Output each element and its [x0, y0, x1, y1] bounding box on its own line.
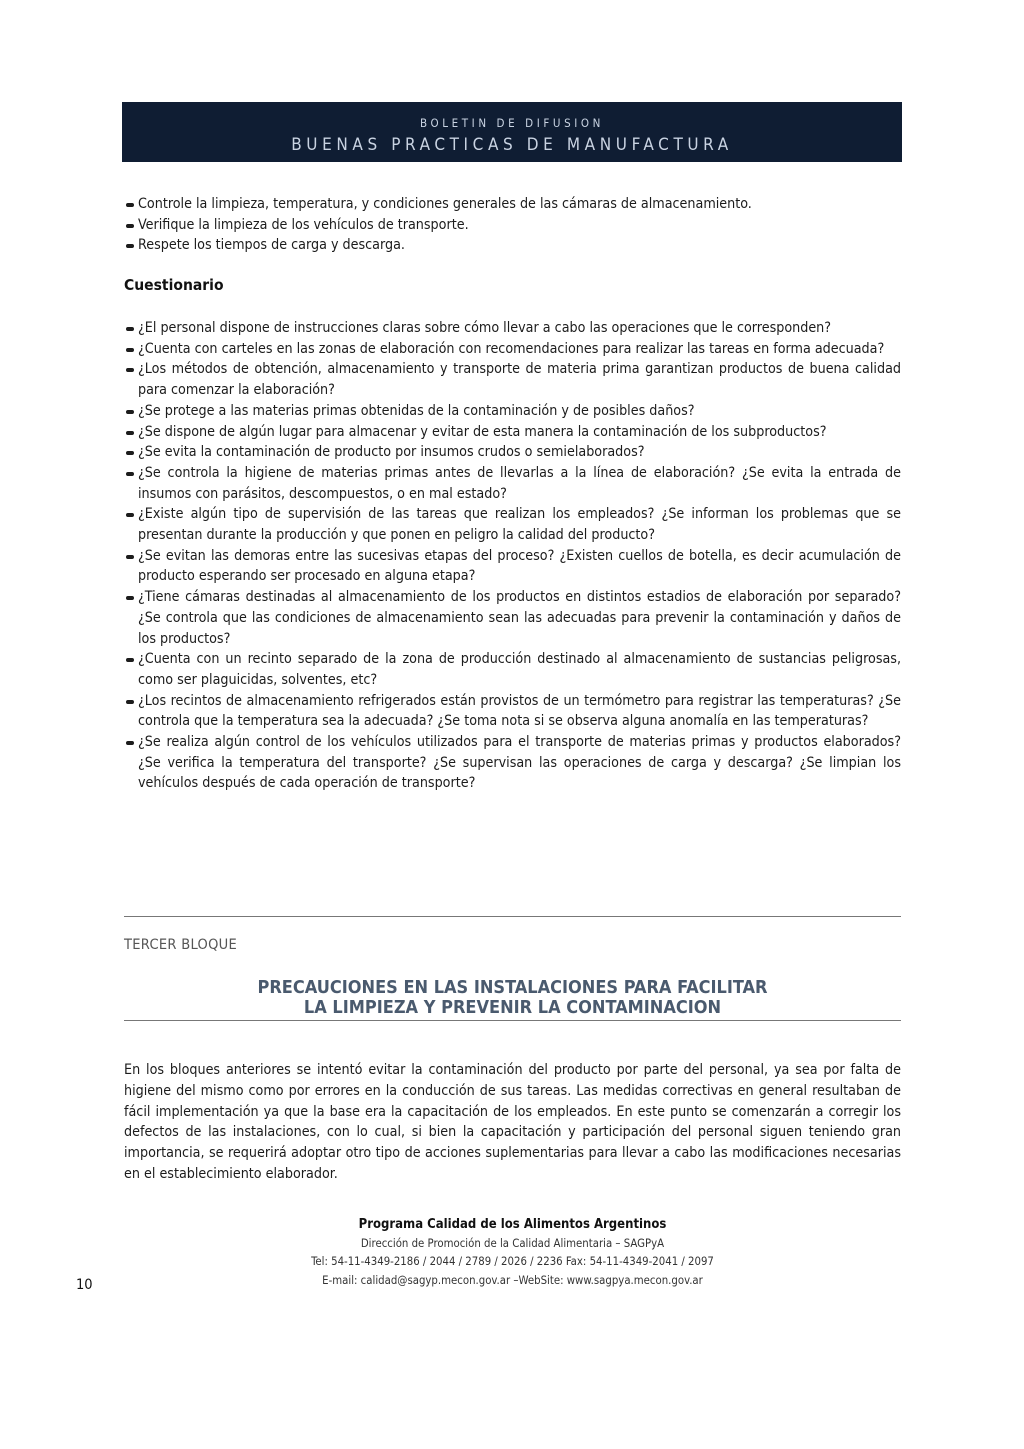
page-number: 10	[76, 1277, 93, 1293]
question-item	[124, 546, 901, 587]
question-item	[124, 442, 901, 463]
footer-contact: E-mail: calidad@sagyp.mecon.gov.ar –WebSite: www.sagpya.mecon.gov.ar	[322, 1273, 703, 1287]
question-item-text: ¿Tiene cámaras destinadas al almacenamiento de los productos en distintos estadios de elaboración por separado? ¿Se controla que las condiciones de almacenamiento sean las adecuadas para prevenir la contaminación y daños de los productos?	[138, 589, 901, 647]
question-item-text: ¿Se realiza algún control de los vehículos utilizados para el transporte de materias primas y productos elaborados? ¿Se verifica la temperatura del transporte? ¿Se supervisan las operaciones de carga y descarga? ¿Se limpian los vehículos después de cada operación de transporte?	[138, 734, 901, 792]
intro-bullet-text: Controle la limpieza, temperatura, y condiciones generales de las cámaras de almacenamiento.	[138, 196, 752, 212]
section-divider-top	[124, 916, 901, 917]
question-item	[124, 318, 901, 339]
bulletin-header	[122, 102, 902, 162]
bullet-icon	[126, 555, 134, 559]
bullet-icon	[126, 658, 134, 662]
section-title-line-2: LA LIMPIEZA Y PREVENIR LA CONTAMINACION	[303, 997, 722, 1018]
question-item-text: ¿Los métodos de obtención, almacenamiento y transporte de materia prima garantizan productos de buena calidad para comenzar la elaboración?	[138, 361, 901, 399]
section-title	[124, 978, 901, 1018]
section-paragraph: En los bloques anteriores se intentó evitar la contaminación del producto por parte del personal, ya sea por falta de higiene del mismo como por errores en la conducción de sus tareas. Las medidas correctivas en general resultaban de fácil implementación ya que la base era la capacitación de los empleados. En este punto se comenzarán a corregir los defectos de las instalaciones, con lo cual, si bien la capacitación y participación del personal siguen teniendo gran importancia, se requerirá adoptar otro tipo de acciones suplementarias para llevar a cabo las modificaciones necesarias en el establecimiento elaborador.	[124, 1062, 901, 1182]
bullet-icon	[126, 368, 134, 372]
question-item	[124, 401, 901, 422]
bullet-icon	[126, 224, 134, 228]
question-item	[124, 463, 901, 504]
section-divider-bottom	[124, 1020, 901, 1021]
question-item	[124, 732, 901, 794]
intro-bullet	[124, 235, 901, 256]
bullet-icon	[126, 472, 134, 476]
intro-bullet	[124, 215, 901, 236]
question-item	[124, 422, 901, 443]
intro-bullet-text: Verifique la limpieza de los vehículos de transporte.	[138, 216, 469, 233]
question-item	[124, 504, 901, 545]
question-item-text: ¿Se dispone de algún lugar para almacenar y evitar de esta manera la contaminación de los subproductos?	[138, 423, 827, 440]
bullet-icon	[126, 741, 134, 745]
question-item-text: ¿Cuenta con carteles en las zonas de elaboración con recomendaciones para realizar las tareas en forma adecuada?	[138, 340, 885, 357]
questionnaire-heading: Cuestionario	[124, 276, 224, 294]
bullet-icon	[126, 203, 134, 207]
intro-bullet-list	[124, 194, 901, 256]
question-item	[124, 649, 901, 690]
section-label: TERCER BLOQUE	[124, 937, 238, 953]
page-footer	[124, 1216, 901, 1290]
question-item-text: ¿Cuenta con un recinto separado de la zona de producción destinado al almacenamiento de sustancias peligrosas, como ser plaguicidas, solventes, etc?	[138, 651, 901, 688]
question-item-text: ¿Se evitan las demoras entre las sucesivas etapas del proceso? ¿Existen cuellos de botella, es decir acumulación de producto esperando ser procesado en alguna etapa?	[138, 547, 901, 585]
bullet-icon	[126, 513, 134, 517]
section-title-line-1: PRECAUCIONES EN LAS INSTALACIONES PARA FACILITAR	[257, 977, 768, 998]
question-item-text: ¿Los recintos de almacenamiento refrigerados están provistos de un termómetro para registrar las temperaturas? ¿Se controla que la temperatura sea la adecuada? ¿Se toma nota si se observa alguna anomalía en las temperaturas?	[138, 692, 901, 730]
question-item-text: ¿Se protege a las materias primas obtenidas de la contaminación y de posibles daños?	[138, 402, 695, 419]
bullet-icon	[126, 596, 134, 600]
question-item-text: ¿Se evita la contaminación de producto por insumos crudos o semielaborados?	[138, 444, 645, 461]
question-item-text: ¿Se controla la higiene de materias primas antes de llevarlas a la línea de elaboración? ¿Se evita la entrada de insumos con parásitos, descompuestos, o en mal estado?	[138, 464, 901, 502]
question-item	[124, 339, 901, 360]
bulletin-title: BUENAS PRACTICAS DE MANUFACTURA	[291, 135, 733, 155]
bulletin-kicker: BOLETIN DE DIFUSION	[420, 116, 604, 130]
intro-bullet	[124, 194, 901, 215]
footer-phones: Tel: 54-11-4349-2186 / 2044 / 2789 / 2026 / 2236 Fax: 54-11-4349-2041 / 2097	[311, 1255, 714, 1268]
footer-direction: Dirección de Promoción de la Calidad Alimentaria – SAGPyA	[360, 1236, 665, 1250]
bullet-icon	[126, 348, 134, 352]
bullet-icon	[126, 431, 134, 435]
intro-bullet-text: Respete los tiempos de carga y descarga.	[138, 237, 405, 254]
bullet-icon	[126, 410, 134, 414]
question-item	[124, 691, 901, 732]
bullet-icon	[126, 244, 134, 248]
questionnaire-list	[124, 318, 901, 794]
question-item-text: ¿Existe algún tipo de supervisión de las tareas que realizan los empleados? ¿Se informan los problemas que se presentan durante la producción y que ponen en peligro la calidad del producto?	[138, 506, 901, 544]
question-item	[124, 359, 901, 400]
bullet-icon	[126, 451, 134, 455]
footer-program: Programa Calidad de los Alimentos Argentinos	[358, 1217, 667, 1232]
question-item	[124, 587, 901, 649]
question-item-text: ¿El personal dispone de instrucciones claras sobre cómo llevar a cabo las operaciones que le corresponden?	[138, 320, 832, 336]
bullet-icon	[126, 327, 134, 331]
bullet-icon	[126, 700, 134, 704]
